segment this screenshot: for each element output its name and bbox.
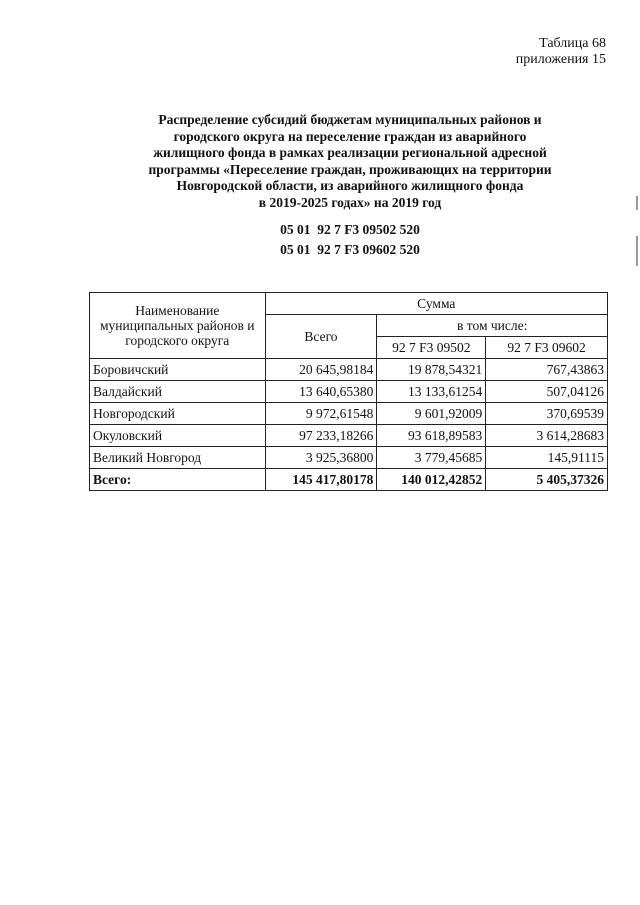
header-code-09602: 92 7 F3 09602 xyxy=(486,337,608,359)
scan-edge-mark xyxy=(636,236,638,266)
total-amount: 145 417,80178 xyxy=(265,469,377,491)
title-line: городского округа на переселение граждан из аварийного xyxy=(173,128,527,144)
title-line: жилищного фонда в рамках реализации региональной адресной xyxy=(153,145,547,160)
table-row xyxy=(90,359,608,381)
district-name: Окуловский xyxy=(90,425,266,447)
district-name: Валдайский xyxy=(90,381,266,403)
title-line: Распределение субсидий бюджетам муниципальных районов и xyxy=(158,112,542,127)
header-code-09502: 92 7 F3 09502 xyxy=(377,337,486,359)
amount-total: 3 925,36800 xyxy=(265,447,377,469)
subsidy-table xyxy=(89,292,608,491)
amount-09502: 93 618,89583 xyxy=(377,425,486,447)
amount-09602: 767,43863 xyxy=(486,359,608,381)
title-line: программы «Переселение граждан, проживающих на территории xyxy=(148,161,552,177)
table-row xyxy=(90,381,608,403)
amount-total: 97 233,18266 xyxy=(265,425,377,447)
total-label: Всего: xyxy=(90,469,266,491)
document-title xyxy=(90,112,610,211)
amount-09502: 3 779,45685 xyxy=(377,447,486,469)
budget-code: 05 01 92 7 F3 09602 520 xyxy=(280,242,420,257)
title-line: Новгородской области, из аварийного жилищного фонда xyxy=(176,178,524,193)
amount-09602: 3 614,28683 xyxy=(486,425,608,447)
budget-code: 05 01 92 7 F3 09502 520 xyxy=(280,222,420,237)
header-including: в том числе: xyxy=(377,315,608,337)
amount-09502: 13 133,61254 xyxy=(377,381,486,403)
amount-total: 13 640,65380 xyxy=(265,381,377,403)
total-09502: 140 012,42852 xyxy=(377,469,486,491)
amount-09602: 370,69539 xyxy=(486,403,608,425)
amount-09502: 9 601,92009 xyxy=(377,403,486,425)
district-name: Боровичский xyxy=(90,359,266,381)
scan-edge-mark xyxy=(636,196,638,210)
table-number: Таблица 68 xyxy=(539,36,606,51)
header-name-column: Наименование муниципальных районов и городского округа xyxy=(90,293,266,359)
header-sum: Сумма xyxy=(265,293,607,315)
district-name: Новгородский xyxy=(90,403,266,425)
amount-09602: 145,91115 xyxy=(486,447,608,469)
amount-total: 9 972,61548 xyxy=(265,403,377,425)
amount-09602: 507,04126 xyxy=(486,381,608,403)
header-total: Всего xyxy=(265,315,377,359)
district-name: Великий Новгород xyxy=(90,447,266,469)
table-row xyxy=(90,425,608,447)
appendix-number: приложения 15 xyxy=(515,52,606,67)
table-reference xyxy=(516,36,606,68)
amount-total: 20 645,98184 xyxy=(265,359,377,381)
amount-09502: 19 878,54321 xyxy=(377,359,486,381)
budget-codes xyxy=(90,220,610,260)
total-09602: 5 405,37326 xyxy=(486,469,608,491)
total-row xyxy=(90,469,608,491)
title-line: в 2019-2025 годах» на 2019 год xyxy=(258,194,442,210)
table-row xyxy=(90,403,608,425)
table-row xyxy=(90,447,608,469)
